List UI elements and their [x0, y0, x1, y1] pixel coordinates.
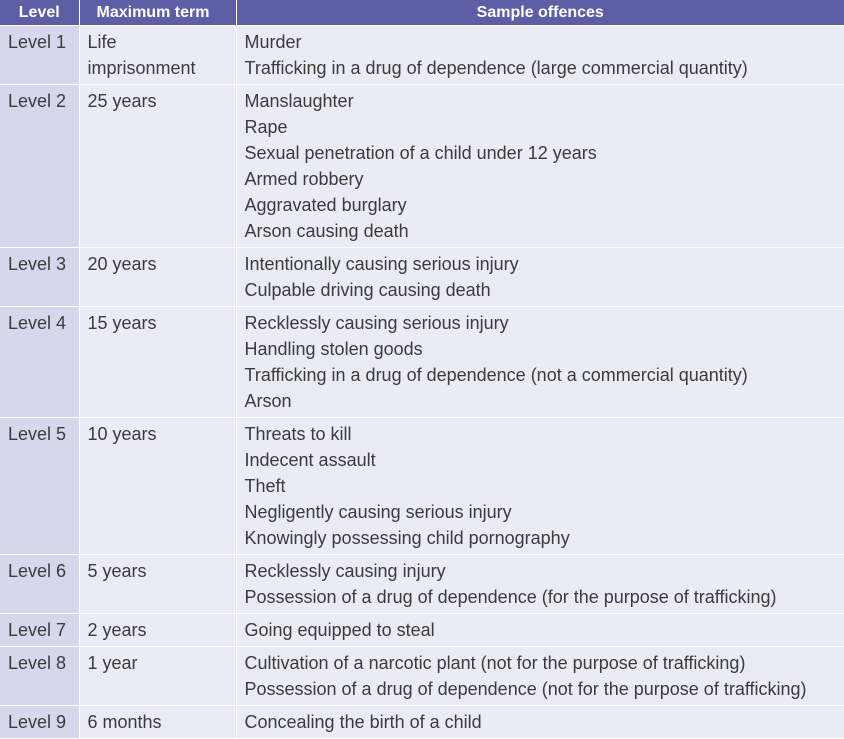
offence-item: Manslaughter	[245, 88, 844, 114]
term-line: 25 years	[88, 88, 236, 114]
maximum-term-cell	[79, 614, 236, 647]
offence-item: Sexual penetration of a child under 12 years	[245, 140, 844, 166]
sample-offences-cell	[236, 706, 844, 739]
level-cell: Level 7	[0, 614, 79, 647]
header-sample-offences: Sample offences	[236, 0, 844, 26]
offence-item: Possession of a drug of dependence (not for the purpose of trafficking)	[245, 676, 844, 702]
header-level: Level	[0, 0, 79, 26]
level-cell: Level 4	[0, 307, 79, 418]
offence-item: Indecent assault	[245, 447, 844, 473]
maximum-term-cell	[79, 555, 236, 614]
table-body	[0, 26, 844, 739]
term-line: imprisonment	[88, 55, 236, 81]
sample-offences-cell	[236, 647, 844, 706]
table-row	[0, 418, 844, 555]
sample-offences-cell	[236, 555, 844, 614]
level-cell: Level 1	[0, 26, 79, 85]
maximum-term-cell	[79, 706, 236, 739]
term-line: 15 years	[88, 310, 236, 336]
offence-item: Aggravated burglary	[245, 192, 844, 218]
offence-item: Trafficking in a drug of dependence (large commercial quantity)	[245, 55, 844, 81]
table-row	[0, 248, 844, 307]
offence-item: Knowingly possessing child pornography	[245, 525, 844, 551]
offence-item: Concealing the birth of a child	[245, 709, 844, 735]
level-cell: Level 8	[0, 647, 79, 706]
term-line: 1 year	[88, 650, 236, 676]
maximum-term-cell	[79, 26, 236, 85]
maximum-term-cell	[79, 418, 236, 555]
offence-item: Negligently causing serious injury	[245, 499, 844, 525]
level-cell: Level 5	[0, 418, 79, 555]
maximum-term-cell	[79, 307, 236, 418]
offence-item: Threats to kill	[245, 421, 844, 447]
sample-offences-cell	[236, 418, 844, 555]
offence-item: Recklessly causing injury	[245, 558, 844, 584]
level-cell: Level 6	[0, 555, 79, 614]
table-row	[0, 706, 844, 739]
term-line: 20 years	[88, 251, 236, 277]
sample-offences-cell	[236, 248, 844, 307]
header-maximum-term: Maximum term	[79, 0, 236, 26]
offence-item: Arson causing death	[245, 218, 844, 244]
sample-offences-cell	[236, 85, 844, 248]
term-line: Life	[88, 29, 236, 55]
term-line: 2 years	[88, 617, 236, 643]
table-row	[0, 555, 844, 614]
maximum-term-cell	[79, 647, 236, 706]
term-line: 5 years	[88, 558, 236, 584]
offence-item: Armed robbery	[245, 166, 844, 192]
offence-item: Going equipped to steal	[245, 617, 844, 643]
offence-item: Culpable driving causing death	[245, 277, 844, 303]
offence-item: Murder	[245, 29, 844, 55]
level-cell: Level 9	[0, 706, 79, 739]
offence-item: Trafficking in a drug of dependence (not a commercial quantity)	[245, 362, 844, 388]
term-line: 10 years	[88, 421, 236, 447]
sample-offences-cell	[236, 614, 844, 647]
level-cell: Level 3	[0, 248, 79, 307]
offence-item: Handling stolen goods	[245, 336, 844, 362]
offence-item: Intentionally causing serious injury	[245, 251, 844, 277]
table-row	[0, 26, 844, 85]
table-row	[0, 614, 844, 647]
table-row	[0, 647, 844, 706]
sample-offences-cell	[236, 307, 844, 418]
offence-item: Arson	[245, 388, 844, 414]
term-line: 6 months	[88, 709, 236, 735]
offence-item: Theft	[245, 473, 844, 499]
offence-item: Recklessly causing serious injury	[245, 310, 844, 336]
maximum-term-cell	[79, 248, 236, 307]
header-row	[0, 0, 844, 26]
offence-item: Possession of a drug of dependence (for the purpose of trafficking)	[245, 584, 844, 610]
offence-item: Rape	[245, 114, 844, 140]
table-row	[0, 85, 844, 248]
maximum-term-cell	[79, 85, 236, 248]
table-row	[0, 307, 844, 418]
offence-item: Cultivation of a narcotic plant (not for the purpose of trafficking)	[245, 650, 844, 676]
sample-offences-cell	[236, 26, 844, 85]
level-cell: Level 2	[0, 85, 79, 248]
